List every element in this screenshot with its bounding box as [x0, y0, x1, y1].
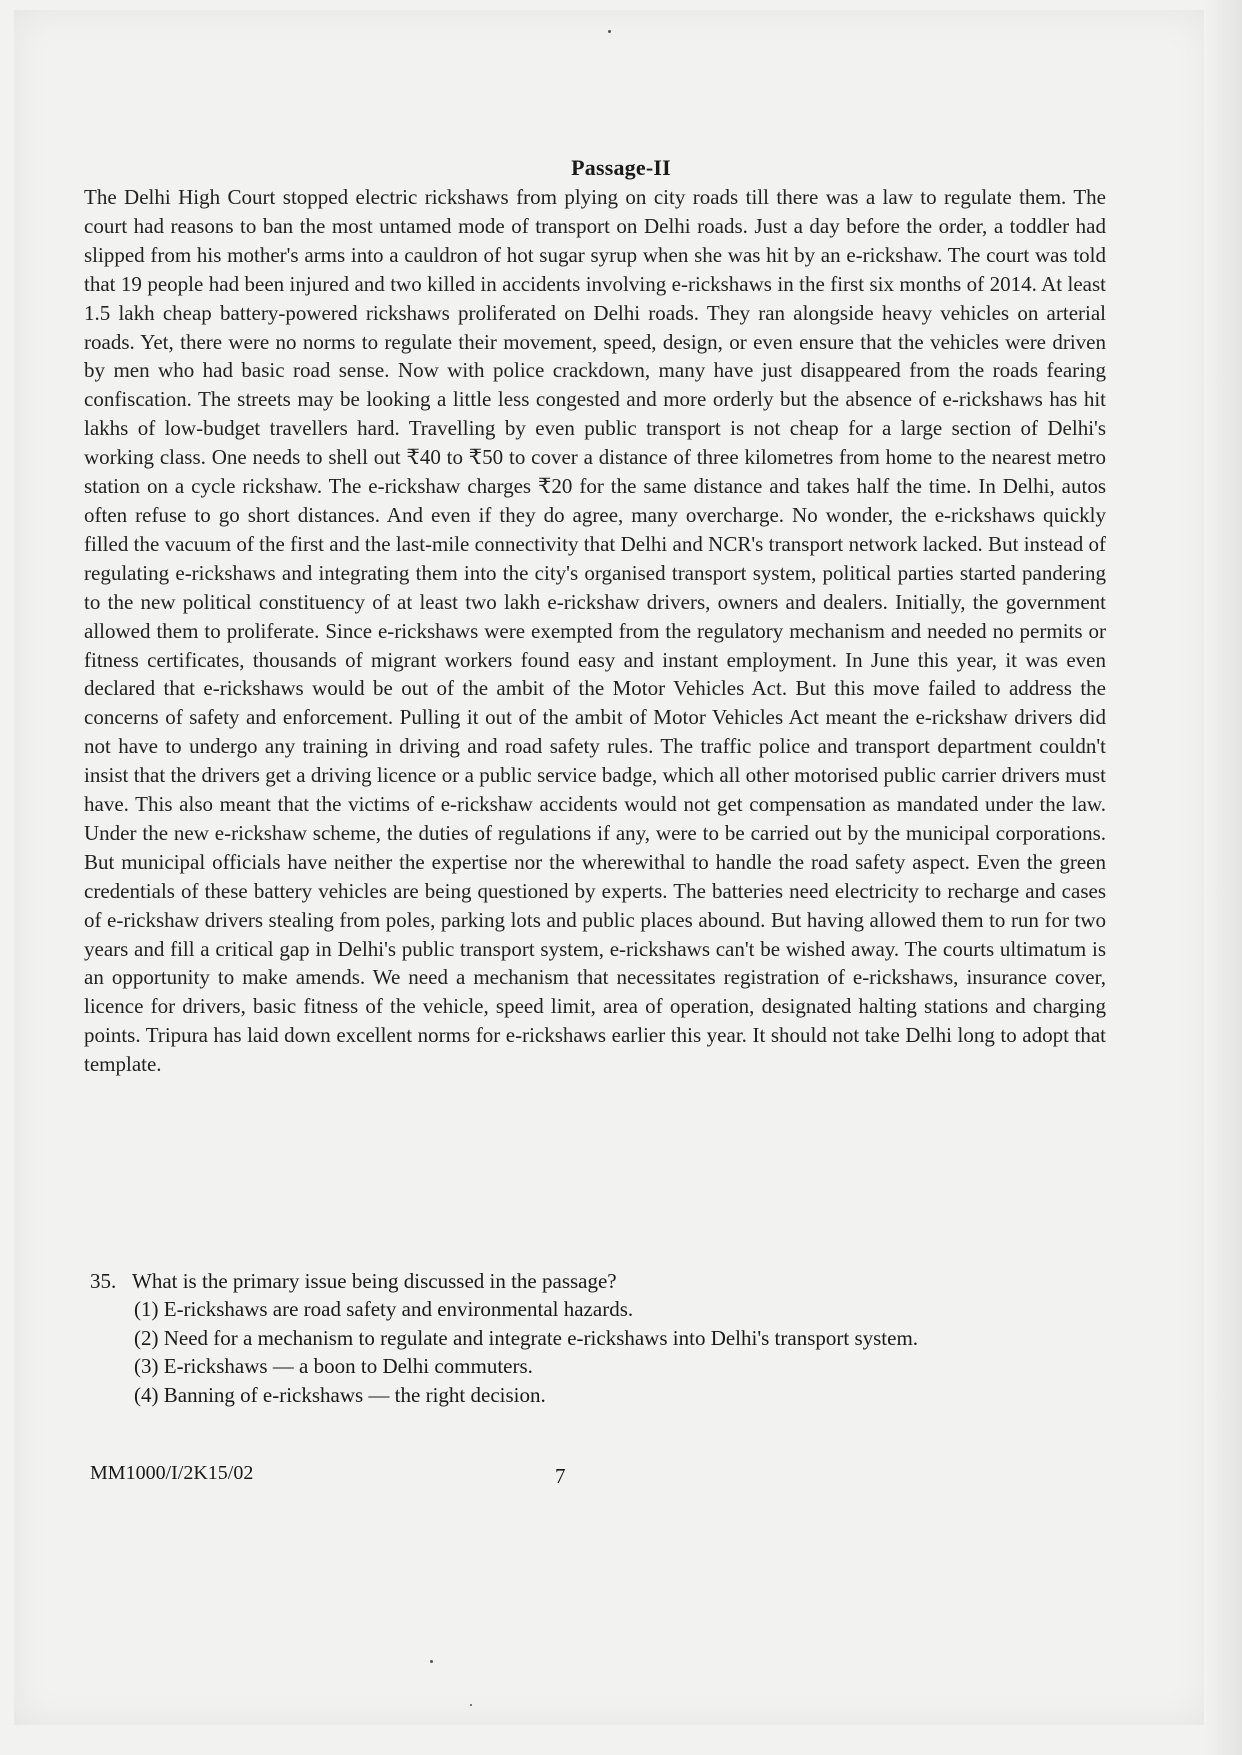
answer-option: (4) Banning of e-rickshaws — the right decision.	[134, 1382, 546, 1407]
scan-speck	[608, 30, 611, 33]
answer-options	[90, 1295, 1110, 1409]
paper-code: MM1000/I/2K15/02	[90, 1462, 254, 1484]
question-number: 35.	[90, 1269, 117, 1293]
question-block	[90, 1267, 1110, 1409]
answer-option: (1) E-rickshaws are road safety and environmental hazards.	[134, 1297, 634, 1321]
question-text: What is the primary issue being discussed in the passage?	[132, 1269, 617, 1293]
passage-heading: Passage-II	[571, 155, 671, 180]
answer-option: (2) Need for a mechanism to regulate and integrate e-rickshaws into Delhi's transport system.	[134, 1325, 919, 1350]
passage-text: The Delhi High Court stopped electric rickshaws from plying on city roads till there was a law to regulate them. The court had reasons to ban the most untamed mode of transport on Delhi roads. Just a day before the order, a toddler had slipped from his mother's arms into a cauldron of hot sugar syrup when she was hit by an e-rickshaw. The court was told that 19 people had been injured and two killed in accidents involving e-rickshaws in the first six months of 2014. At least 1.5 lakh cheap battery-powered rickshaws proliferated on Delhi roads. They ran alongside heavy vehicles on arterial roads. Yet, there were no norms to regulate their movement, speed, design, or even ensure that the vehicles were driven by men who had basic road sense. Now with police crackdown, many have just disappeared from the roads fearing confiscation. The streets may be looking a little less congested and more orderly but the absence of e-rickshaws has hit lakhs of low-budget travellers hard. Travelling by even public transport is not cheap for a large section of Delhi's working class. One needs to shell out ₹40 to ₹50 to cover a distance of three kilometres from home to the nearest metro station on a cycle rickshaw. The e-rickshaw charges ₹20 for the same distance and takes half the time. In Delhi, autos often refuse to go short distances. And even if they do agree, many overcharge. No wonder, the e-rickshaws quickly filled the vacuum of the first and the last-mile connectivity that Delhi and NCR's transport network lacked. But instead of regulating e-rickshaws and integrating them into the city's organised transport system, political parties started pandering to the new political constituency of at least two lakh e-rickshaw drivers, owners and dealers. Initially, the government allowed them to proliferate. Since e-rickshaws were exempted from the regulatory mechanism and needed no permits or fitness certificates, thousands of migrant workers found easy and instant employment. In June this year, it was even declared that e-rickshaws would be out of the ambit of the Motor Vehicles Act. But this move failed to address the concerns of safety and enforcement. Pulling it out of the ambit of Motor Vehicles Act meant the e-rickshaw drivers did not have to undergo any training in driving and road safety rules. The traffic police and transport department couldn't insist that the drivers get a driving licence or a public service badge, which all other motorised public carrier drivers must have. This also meant that the victims of e-rickshaw accidents would not get compensation as mandated under the law. Under the new e-rickshaw scheme, the duties of regulations if any, were to be carried out by the municipal corporations. But municipal officials have neither the expertise nor the wherewithal to handle the road safety aspect. Even the green credentials of these battery vehicles are being questioned by experts. The batteries need electricity to recharge and cases of e-rickshaw drivers stealing from poles, parking lots and public places abound. But having allowed them to run for two years and fill a critical gap in Delhi's public transport system, e-rickshaws can't be wished away. The courts ultimatum is an opportunity to make amends. We need a mechanism that necessitates registration of e-rickshaws, insurance cover, licence for drivers, basic fitness of the vehicle, speed limit, area of operation, designated halting stations and charging points. Tripura has laid down excellent norms for e-rickshaws earlier this year. It should not take Delhi long to adopt that template.	[84, 185, 1106, 1077]
page-edge	[1204, 0, 1242, 1755]
answer-option: (3) E-rickshaws — a boon to Delhi commuters.	[134, 1354, 533, 1378]
question-stem	[90, 1267, 1110, 1295]
scan-speck	[430, 1660, 433, 1663]
page-number: 7	[555, 1464, 566, 1488]
scan-speck	[470, 1704, 472, 1706]
